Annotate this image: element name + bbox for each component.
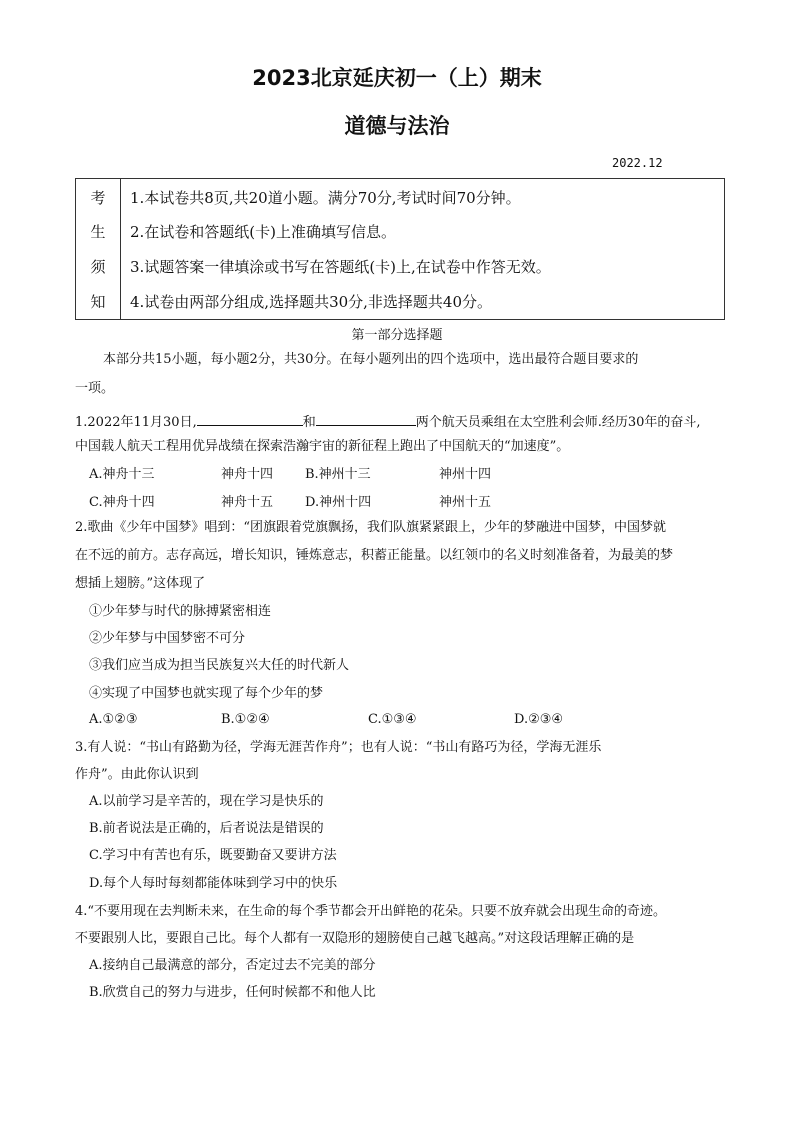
notice-item: 1.本试卷共8页,共20道小题。满分70分,考试时间70分钟。 (130, 189, 521, 207)
q2-statement: ④实现了中国梦也就实现了每个少年的梦 (89, 686, 324, 701)
q2-statement: ①少年梦与时代的脉搏紧密相连 (89, 604, 272, 619)
q3-option[interactable]: A.以前学习是辛苦的，现在学习是快乐的 (89, 794, 324, 809)
subject-title: 道德与法治 (344, 114, 450, 138)
notice-item: 3.试题答案一律填涂或书写在答题纸(卡)上,在试卷中作答无效。 (130, 258, 551, 276)
notice-label-char: 须 (90, 258, 106, 276)
q2-option[interactable]: B.①②④ (221, 712, 270, 727)
q3-option[interactable]: D.每个人每时每刻都能体味到学习中的快乐 (89, 876, 338, 891)
q1-stem-part: 1.2022年11月30日, (75, 415, 197, 430)
q1-option[interactable]: C.神舟十四 (89, 495, 155, 510)
answer-blank[interactable] (316, 411, 416, 426)
q1-option[interactable]: A.神舟十三 (89, 467, 155, 482)
q1-option-second: 神州十四 (439, 467, 492, 482)
notice-label-char: 知 (90, 293, 106, 311)
q3-stem-line: 作舟”。由此你认识到 (75, 767, 199, 782)
q4-stem: 4.“不要用现在去判断未来，在生命的每个季节都会开出鲜艳的花朵。只要不放弃就会出现生命的奇迹。 (75, 904, 667, 919)
q2-stem-line: 想插上翅膀。”这体现了 (75, 576, 206, 591)
q1-stem-line: 中国载人航天工程用优异战绩在探索浩瀚宇宙的新征程上跑出了中国航天的“加速度”。 (75, 439, 570, 454)
q4-option[interactable]: A.接纳自己最满意的部分，否定过去不完美的部分 (89, 958, 376, 973)
q4-option[interactable]: B.欣赏自己的努力与进步，任何时候都不和他人比 (89, 985, 376, 1000)
q1-stem-part: 和 (302, 415, 316, 430)
q2-statement: ②少年梦与中国梦密不可分 (89, 631, 246, 646)
q3-stem: 3.有人说：“书山有路勤为径，学海无涯苦作舟”；也有人说：“书山有路巧为径，学海无涯乐 (75, 740, 602, 755)
q1-option[interactable]: D.神州十四 (305, 495, 372, 510)
q3-option[interactable]: B.前者说法是正确的，后者说法是错误的 (89, 821, 324, 836)
q1-option[interactable]: B.神州十三 (305, 467, 371, 482)
q1-option-second: 神舟十五 (221, 495, 274, 510)
q3-option[interactable]: C.学习中有苦也有乐，既要勤奋又要讲方法 (89, 848, 337, 863)
part1-title: 第一部分选择题 (351, 328, 443, 343)
notice-item: 2.在试卷和答题纸(卡)上准确填写信息。 (130, 223, 397, 241)
part1-intro-cont: 一项。 (75, 381, 115, 396)
part1-intro: 本部分共15小题，每小题2分，共30分。在每小题列出的四个选项中，选出最符合题目要求的 (103, 352, 639, 367)
notice-label-char: 生 (90, 223, 106, 241)
q1-option-second: 神舟十四 (221, 467, 274, 482)
q1-stem-part: 两个航天员乘组在太空胜利会师.经历30年的奋斗, (415, 415, 701, 430)
candidate-notice-table (75, 178, 725, 320)
q2-option[interactable]: A.①②③ (89, 712, 138, 727)
notice-label-column (76, 179, 121, 319)
notice-label-char: 考 (90, 189, 106, 207)
q2-stem: 2.歌曲《少年中国梦》唱到：“团旗跟着党旗飘扬，我们队旗紧紧跟上，少年的梦融进中国梦，中国梦就 (75, 520, 667, 535)
q4-stem-line: 不要跟别人比，要跟自己比。每个人都有一双隐形的翅膀使自己越飞越高。”对这段话理解正确的是 (75, 931, 635, 946)
q2-stem-line: 在不远的前方。志存高远，增长知识，锤炼意志，积蓄正能量。以红领巾的名义时刻准备着，为最美的梦 (75, 548, 674, 563)
q2-option[interactable]: C.①③④ (368, 712, 417, 727)
exam-date: 2022.12 (612, 156, 663, 170)
q1-option-second: 神州十五 (439, 495, 492, 510)
q2-statement: ③我们应当成为担当民族复兴大任的时代新人 (89, 658, 350, 673)
q2-option[interactable]: D.②③④ (514, 712, 564, 727)
exam-title: 2023北京延庆初一（上）期末 (252, 66, 542, 90)
answer-blank[interactable] (197, 411, 303, 426)
notice-item: 4.试卷由两部分组成,选择题共30分,非选择题共40分。 (130, 293, 493, 311)
q1-stem (75, 411, 701, 431)
